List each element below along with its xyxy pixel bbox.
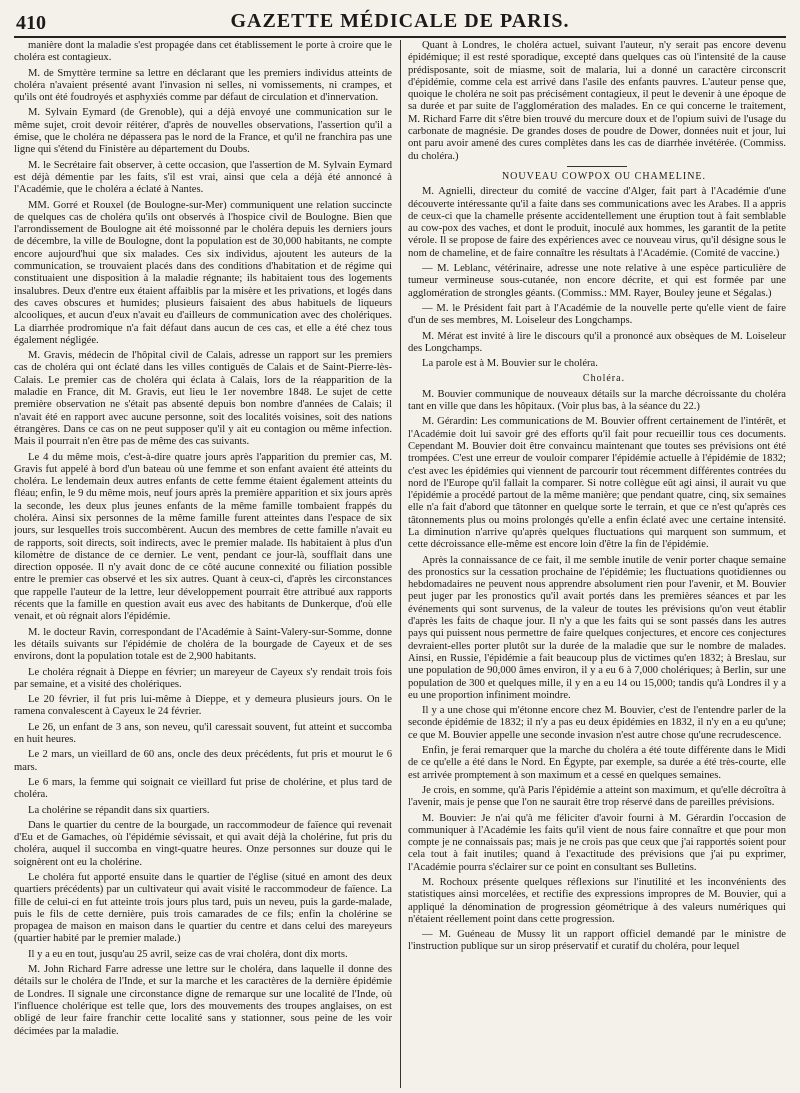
paragraph: Il y a eu en tout, jusqu'au 25 avril, seize cas de vrai choléra, dont dix morts. <box>28 948 348 960</box>
column-divider <box>400 40 401 1088</box>
paragraph: M. Gravis, médecin de l'hôpital civil de Calais, adresse un rapport sur les premiers cas de choléra qui ont éclaté dans les villes contiguës de Calais et de Saint-Pierre-lès-Calais. Le premier cas de choléra qui éclata à Calais, lors de la réapparition de la maladie en France, dit M. Gravis, eut lieu le 1er novembre 1848. Le sujet de cette première observation ne s'était pas absenté depuis bon nombre d'années de Calais; il n'avait été en rapport avec aucune personne, soit des localités voisines, soit des nations étrangères. Dans ce cas on ne peut supposer qu'il y ait eu contagion ou même infection. Mais il pourrait n'en être pas de même des cas suivants. <box>14 350 392 448</box>
paragraph: manière dont la maladie s'est propagée dans cet établissement le porte à croire que le choléra est contagieux. <box>14 40 392 64</box>
paragraph: M. John Richard Farre adresse une lettre sur le choléra, dans laquelle il donne des détails sur le choléra de l'Inde, et sur la marche et les caractères de la dernière épidémie de Londres. Il signale une circonstance digne de remarque sur une localité de l'Inde, où l'influence cholérique est telle que, lors des mouvements des troupes anglaises, on est obligé de leur faire franchir cette localité sans y stationner, sous peine de les voir décimées par la maladie. <box>14 964 392 1037</box>
paragraph: — M. Guéneau de Mussy lit un rapport officiel demandé par le ministre de l'instruction publique sur un sirop préservatif et curatif du choléra, pour lequel <box>408 929 786 953</box>
paragraph: M. Sylvain Eymard (de Grenoble), qui a déjà envoyé une communication sur le même sujet, croit devoir réitérer, d'après de nouvelles observations, l'assertion qu'il a émise, que le choléra ne dépassera pas le nord de la France, et qu'il ne franchira pas une ligne qui s'étend du Finistère au département du Doubs. <box>14 107 392 156</box>
section-divider <box>567 166 627 167</box>
paragraph: M. le docteur Ravin, correspondant de l'Académie à Saint-Valery-sur-Somme, donne les détails suivants sur l'épidémie de choléra de la bourgade de Cayeux et de ses environs, dont la population totale est de 2,900 habitants. <box>14 626 392 663</box>
paragraph: Il y a une chose qui m'étonne encore chez M. Bouvier, c'est de l'entendre parler de la seconde épidémie de 1832; il n'y a pas eu deux épidémies en 1832, il n'y en a eu qu'une; ce que M. Bouvier appelle une seconde invasion n'est autre chose qu'une recrudescence. <box>408 705 786 741</box>
right-column <box>408 40 786 1088</box>
paragraph: Le 4 du même mois, c'est-à-dire quatre jours après l'apparition du premier cas, M. Gravis fut appelé à bord d'un bateau où une femme et son enfant avaient été atteints du choléra. Le lendemain deux autres enfants de cette femme étaient également atteints du fléau; enfin, le 9 du même mois, neuf jours après la première apparition et six jours après la seconde, les deux plus jeunes enfants de la même famille tombaient frappés du choléra. Ainsi six personnes de la même famille furent atteintes dans l'espace de six jours, sur lesquelles trois succombèrent. Aucun des membres de cette famille n'avait eu de rapports, soit directs, soit indirects, avec le premier malade. Ils habitaient à plus d'un kilomètre de distance de ce dernier. Le vent, pendant ce jour-là, soufflait dans une direction opposée. Il n'y avait donc de ce côté aucune connexité ou filiation possible entre le premier cas observé et les six autres. Quant à ceux-ci, d'après les circonstances que rappelle l'auteur de la lettre, leur développement pourrait être attribué aux rapports récents que la famille en question avait eus avec des habitants de Dunkerque, d'où elle venait, et où régnait alors l'épidémie. <box>14 451 392 623</box>
paragraph: Le 26, un enfant de 3 ans, son neveu, qu'il caressait souvent, fut atteint et succomba en huit heures. <box>14 721 392 746</box>
paragraph: Je crois, en somme, qu'à Paris l'épidémie a atteint son maximum, et qu'elle décroîtra à l'avenir, mais je pense que l'on ne saurait être trop réservé dans de pareilles prévisions. <box>408 784 786 809</box>
paragraph: Après la connaissance de ce fait, il me semble inutile de venir porter chaque semaine des pronostics sur la cessation prochaine de l'épidémie; les fluctuations quotidiennes ou hebdomadaires ne peuvent nous apprendre absolument rien pour l'avenir, et M. Bouvier peut juger par les pronostics qu'il avait portés dans les premières séances et par les événements qui sont survenus, de la valeur de toutes les prévisions qu'on veut établir d'après les faits de chaque jour. Il n'y a que les faits qui se sont passés dans les autres pays qui puissent nous permettre de faire quelques conjectures, et encore ces conjectures devraient-elles porter plutôt sur la durée de la maladie que sur le nombre de malades. Ainsi, en Russie, l'épidémie a fait beaucoup plus de victimes qu'en 1832; à Breslau, sur une population de 90,000 âmes environ, il y a eu 6 à 7,000 cholériques; à Berlin, sur une population de 300 et quelques mille, il y en a eu 14 ou 15,000; tandis qu'à Londres il y a eu une proportion infiniment moindre. <box>408 554 786 701</box>
paragraph: Dans le quartier du centre de la bourgade, un raccommodeur de faïence qui revenait d'Eu et de Gamaches, où l'épidémie sévissait, et qui avait déjà la cholérine, fut pris du choléra, auquel il succomba en vingt-quatre heures. Onze personnes sur douze qui le soignèrent ont eu la cholérine. <box>14 819 392 868</box>
paragraph: M. de Smyttère termine sa lettre en déclarant que les premiers individus atteints de choléra n'avaient présenté avant l'invasion ni selles, ni vomissements, ni crampes, et qu'ils ont été foudroyés et asphyxiés comme par défaut de circulation et d'innervation. <box>14 67 392 104</box>
page-number: 410 <box>16 12 46 34</box>
paragraph: Quant à Londres, le choléra actuel, suivant l'auteur, n'y serait pas encore devenu épidémique; il est resté sporadique, excepté dans quelques cas où l'intensité de la cause prédisposante, soit de miasme, soit de malaria, lui a donné un caractère circonscrit d'épidémie, comme cela est arrivé dans l'asile des enfants pauvres. L'auteur pense que, quoique le choléra ne soit pas précisément contagieux, il peut le devenir à une époque de sa durée et par suite de l'agglomération des malades. En ce qui concerne le traitement, M. Richard Farre dit s'être bien trouvé du mercure doux et de l'opium suivi de l'usage du carbonate de magnésie. De grandes doses de poudre de Dower, données nuit et jour, lui ont paru avoir amené des cures complètes dans les cas de diarrhée invétérée. (Commiss. du choléra.) <box>408 40 786 162</box>
paragraph: Enfin, je ferai remarquer que la marche du choléra a été toute différente dans le Midi de ce qu'elle a été dans le Nord. En Égypte, par exemple, sa durée a été très-courte, elle est arrivée promptement à son maximum et a cessé en quelques semaines. <box>408 745 786 781</box>
paragraph: — M. Leblanc, vétérinaire, adresse une note relative à une espèce particulière de tumeur vermineuse sous-cutanée, non encore décrite, et qui est formée par une agglomération de strongles géants. (Commiss.: MM. Rayer, Bouley jeune et Ségalas.) <box>408 263 786 299</box>
paragraph: M. le Secrétaire fait observer, à cette occasion, que l'assertion de M. Sylvain Eymard est déjà démentie par les faits, s'il est vrai, ainsi que cela a déjà été annoncé à l'Académie, que le choléra a éclaté à Nantes. <box>14 159 392 196</box>
paragraph: Le choléra fut apporté ensuite dans le quartier de l'église (situé en amont des deux quartiers précédents) par un cultivateur qui avait visité le raccommodeur de faïence. La fille de celui-ci en fut atteinte trois jours plus tard, puis un neveu, puis la garde-malade, puis le fils de cette dernière, puis trois camarades de ce fils; enfin la cholérine se propagea de maison en maison dans le quartier du centre et dans celui des mareyeurs (quartier habité par le premier malade.) <box>14 872 392 945</box>
journal-title: GAZETTE MÉDICALE DE PARIS. <box>230 10 570 32</box>
paragraph: La parole est à M. Bouvier sur le choléra. <box>422 358 598 370</box>
paragraph: M. Rochoux présente quelques réflexions sur l'inutilité et les inconvénients des statistiques ainsi morcelées, et rectifie des expressions impropres de M. Bouvier, qui a appliqué la dénomination de progression géométrique à des valeurs numériques qui n'étaient réellement point dans cette progression. <box>408 877 786 925</box>
paragraph: Le 20 février, il fut pris lui-même à Dieppe, et y demeura plusieurs jours. On le ramena convalescent à Cayeux le 24 février. <box>14 694 392 718</box>
left-column <box>14 40 392 1088</box>
paragraph: M. Bouvier communique de nouveaux détails sur la marche décroissante du choléra tant en ville que dans les hôpitaux. (Voir plus bas, à la séance du 22.) <box>408 388 786 413</box>
paragraph: MM. Gorré et Rouxel (de Boulogne-sur-Mer) communiquent une relation succincte de quelques cas de choléra qu'ils ont observés à l'hospice civil de Boulogne. Bien que l'arrondissement de Boulogne ait été moissonné par le choléra depuis les derniers jours de décembre, la ville de Boulogne, dont la population est de 30,000 habitants, ne compte encore aujourd'hui que six malades. Ces six individus, ajoutent les auteurs de la communication, se trouvaient placés dans des conditions d'habitation et de régime qui constituaient une disposition à la maladie régnante; ils habitaient tous des logements insalubres. Deux d'entre eux étaient affaiblis par la misère et les privations, et logés dans des caves obscures et humides; plusieurs faisaient des abus habituels de liqueurs alcooliques, et aucun d'eux n'avait eu d'ailleurs de communication avec des cholériques. La diarrhée prodromique n'a fait défaut dans aucun de ces cas, et elle a été chez tous également négligée. <box>14 199 392 346</box>
section-title-cowpox: NOUVEAU COWPOX OU CHAMELINE. <box>501 170 707 182</box>
paragraph: Le 2 mars, un vieillard de 60 ans, oncle des deux précédents, fut pris et mourut le 6 mars. <box>14 749 392 773</box>
paragraph: Le 6 mars, la femme qui soignait ce vieillard fut prise de cholérine, et plus tard de choléra. <box>14 776 392 801</box>
page-header <box>14 10 786 38</box>
paragraph: M. Agnielli, directeur du comité de vaccine d'Alger, fait part à l'Académie d'une découverte intéressante qu'il a faite dans ses communications avec les Arabes. Il a appris de ceux-ci que la chamelle présente accidentellement une éruption tout à fait semblable au cow-pox des vaches, et dont le produit, inoculé aux hommes, les garantit de la petite vérole. Il se propose de faire des expériences avec ce nouveau virus, qu'il désigne sous le nom de chameline, et de faire connaître les résultats à l'Académie. (Comité de vaccine.) <box>408 186 786 259</box>
article-columns <box>14 40 786 1088</box>
paragraph: M. Mérat est invité à lire le discours qu'il a prononcé aux obsèques de M. Loiseleur des Longchamps. <box>408 330 786 354</box>
paragraph: La cholérine se répandit dans six quartiers. <box>28 804 210 816</box>
section-title-cholera: Choléra. <box>582 373 626 385</box>
paragraph: M. Gérardin: Les communications de M. Bouvier offrent certainement de l'intérêt, et l'Académie doit lui savoir gré des efforts qu'il fait pour recueillir tous ces documents. Cependant M. Bouvier doit être convaincu maintenant que toutes ses prévisions ont été trompées. C'est une erreur de vouloir comparer l'épidémie actuelle à l'épidémie de 1832; c'est avec les épidémies qui viennent de parcourir tout récemment différentes contrées du nord de l'Europe qu'il fallait la comparer. Si notre collègue eût agi ainsi, il aurait vu que l'épidémie a procédé partout de la même manière; que pendant quatre, cinq, six semaines elle n'a fait d'abord que tâtonner en quelque sorte le terrain, et que ce n'est qu'après ces tâtonnements plus ou moins prolongés qu'elle a enfin éclaté avec une certaine intensité. La diminution n'arrive qu'après quelques fluctuations qui marquent son summum, et cette décroissance elle-même est encore loin d'être la fin de l'épidémie. <box>408 416 786 551</box>
paragraph: — M. le Président fait part à l'Académie de la nouvelle perte qu'elle vient de faire d'un de ses membres, M. Loiseleur des Longchamps. <box>408 302 786 327</box>
paragraph: M. Bouvier: Je n'ai qu'à me féliciter d'avoir fourni à M. Gérardin l'occasion de communiquer à l'Académie les faits qu'il vient de nous faire connaître et que pour mon compte je ne connaissais pas; mais je ne crois pas que ceux que j'ai rapportés soient pour cela tout à fait inutiles; quand à l'exactitude des prévisions que j'ai pu exprimer, l'Académie pourra s'éclairer sur ce point en consultant ses Bulletins. <box>408 812 786 873</box>
paragraph: Le choléra régnait à Dieppe en février; un mareyeur de Cayeux s'y rendait trois fois par semaine, et a visité des cholériques. <box>14 666 392 690</box>
